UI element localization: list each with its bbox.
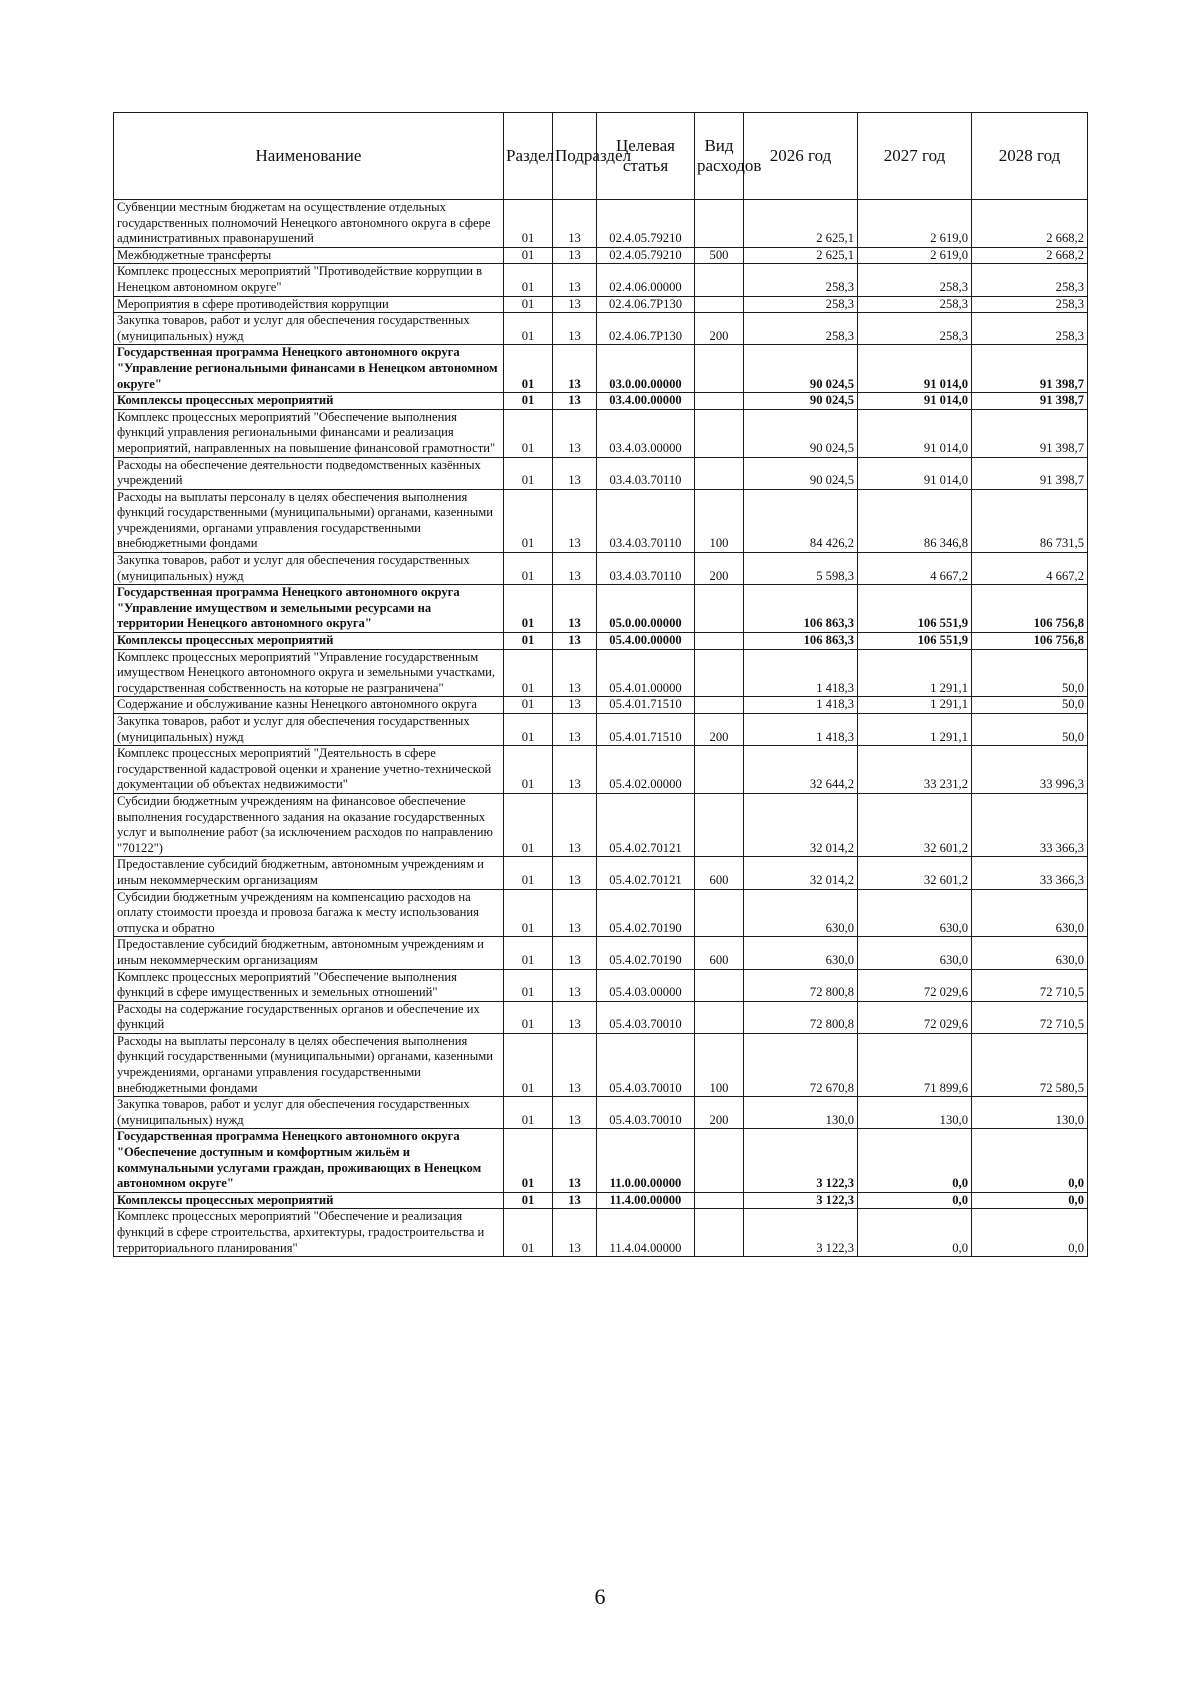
- cell-2027: 258,3: [858, 313, 972, 345]
- cell-target: 05.4.01.00000: [597, 649, 695, 697]
- cell-name: Государственная программа Ненецкого автономного округа "Обеспечение доступным и комфортным жильём и коммунальными услугами граждан, проживающих в Ненецком автономном округе": [114, 1129, 504, 1192]
- cell-section: 01: [504, 393, 553, 410]
- header-target: Целевая статья: [597, 113, 695, 200]
- table-row: [114, 746, 1088, 794]
- table-row: [114, 553, 1088, 585]
- cell-2026: 5 598,3: [744, 553, 858, 585]
- cell-2026: 2 625,1: [744, 247, 858, 264]
- cell-expense-type: 200: [695, 313, 744, 345]
- cell-2028: 91 398,7: [972, 345, 1088, 393]
- table-row: [114, 649, 1088, 697]
- cell-section: 01: [504, 264, 553, 296]
- cell-expense-type: [695, 1129, 744, 1192]
- cell-subsection: 13: [553, 969, 597, 1001]
- table-row: [114, 793, 1088, 856]
- cell-expense-type: [695, 585, 744, 633]
- cell-2027: 1 291,1: [858, 714, 972, 746]
- cell-2026: 72 670,8: [744, 1033, 858, 1096]
- cell-2028: 33 996,3: [972, 746, 1088, 794]
- cell-section: 01: [504, 1033, 553, 1096]
- table-row: [114, 633, 1088, 650]
- cell-2026: 1 418,3: [744, 697, 858, 714]
- table-row: [114, 345, 1088, 393]
- cell-target: 05.4.02.70121: [597, 793, 695, 856]
- cell-section: 01: [504, 489, 553, 552]
- cell-subsection: 13: [553, 200, 597, 248]
- cell-2027: 0,0: [858, 1209, 972, 1257]
- cell-expense-type: [695, 1209, 744, 1257]
- cell-target: 05.4.03.70010: [597, 1033, 695, 1096]
- cell-target: 02.4.06.00000: [597, 264, 695, 296]
- cell-target: 02.4.06.7Р130: [597, 296, 695, 313]
- cell-2026: 32 014,2: [744, 793, 858, 856]
- header-section: Раздел: [504, 113, 553, 200]
- cell-2026: 90 024,5: [744, 345, 858, 393]
- cell-subsection: 13: [553, 937, 597, 969]
- cell-2028: 2 668,2: [972, 200, 1088, 248]
- cell-2026: 3 122,3: [744, 1209, 858, 1257]
- cell-subsection: 13: [553, 1001, 597, 1033]
- cell-expense-type: [695, 345, 744, 393]
- cell-name: Расходы на выплаты персоналу в целях обеспечения выполнения функций государственными (муниципальными) органами, казенными учреждениями, органами управления государственными внебюджетными фондами: [114, 1033, 504, 1096]
- cell-target: 05.4.03.70010: [597, 1097, 695, 1129]
- cell-2028: 0,0: [972, 1192, 1088, 1209]
- cell-2028: 72 710,5: [972, 1001, 1088, 1033]
- cell-target: 03.4.03.70110: [597, 553, 695, 585]
- cell-target: 05.4.02.00000: [597, 746, 695, 794]
- cell-expense-type: [695, 793, 744, 856]
- cell-subsection: 13: [553, 489, 597, 552]
- cell-name: Мероприятия в сфере противодействия коррупции: [114, 296, 504, 313]
- table-row: [114, 714, 1088, 746]
- table-row: [114, 857, 1088, 889]
- cell-section: 01: [504, 247, 553, 264]
- cell-name: Субсидии бюджетным учреждениям на компенсацию расходов на оплату стоимости проезда и провоза багажа к месту использования отпуска и обратно: [114, 889, 504, 937]
- cell-2026: 130,0: [744, 1097, 858, 1129]
- header-expense-type: Вид расходов: [695, 113, 744, 200]
- cell-section: 01: [504, 1209, 553, 1257]
- cell-expense-type: [695, 409, 744, 457]
- cell-expense-type: 600: [695, 857, 744, 889]
- cell-expense-type: [695, 1192, 744, 1209]
- cell-expense-type: 500: [695, 247, 744, 264]
- cell-name: Расходы на выплаты персоналу в целях обеспечения выполнения функций государственными (муниципальными) органами, казенными учреждениями, органами управления государственными внебюджетными фондами: [114, 489, 504, 552]
- cell-2028: 0,0: [972, 1209, 1088, 1257]
- cell-subsection: 13: [553, 313, 597, 345]
- cell-2027: 1 291,1: [858, 649, 972, 697]
- cell-expense-type: [695, 649, 744, 697]
- cell-name: Государственная программа Ненецкого автономного округа "Управление региональными финансами в Ненецком автономном округе": [114, 345, 504, 393]
- cell-target: 03.4.03.70110: [597, 457, 695, 489]
- cell-2028: 130,0: [972, 1097, 1088, 1129]
- cell-target: 03.4.03.70110: [597, 489, 695, 552]
- cell-2026: 1 418,3: [744, 649, 858, 697]
- table-row: [114, 937, 1088, 969]
- table-row: [114, 409, 1088, 457]
- cell-2027: 86 346,8: [858, 489, 972, 552]
- cell-2026: 1 418,3: [744, 714, 858, 746]
- cell-2027: 630,0: [858, 889, 972, 937]
- cell-section: 01: [504, 746, 553, 794]
- cell-name: Комплекс процессных мероприятий "Деятельность в сфере государственной кадастровой оценки и хранение учетно-технической документации об объектах недвижимости": [114, 746, 504, 794]
- cell-subsection: 13: [553, 296, 597, 313]
- cell-subsection: 13: [553, 585, 597, 633]
- cell-section: 01: [504, 714, 553, 746]
- cell-2028: 50,0: [972, 697, 1088, 714]
- cell-expense-type: [695, 393, 744, 410]
- cell-2028: 630,0: [972, 937, 1088, 969]
- cell-2027: 2 619,0: [858, 247, 972, 264]
- cell-target: 02.4.06.7Р130: [597, 313, 695, 345]
- cell-2026: 3 122,3: [744, 1129, 858, 1192]
- table-header: [114, 113, 1088, 200]
- cell-2026: 72 800,8: [744, 969, 858, 1001]
- cell-target: 03.0.00.00000: [597, 345, 695, 393]
- cell-section: 01: [504, 409, 553, 457]
- cell-target: 05.4.02.70190: [597, 889, 695, 937]
- cell-expense-type: [695, 969, 744, 1001]
- budget-table: [113, 112, 1088, 1257]
- table-row: [114, 489, 1088, 552]
- cell-2028: 33 366,3: [972, 793, 1088, 856]
- cell-2027: 91 014,0: [858, 393, 972, 410]
- cell-section: 01: [504, 553, 553, 585]
- cell-section: 01: [504, 1192, 553, 1209]
- cell-2026: 3 122,3: [744, 1192, 858, 1209]
- cell-2027: 106 551,9: [858, 633, 972, 650]
- cell-target: 05.0.00.00000: [597, 585, 695, 633]
- cell-name: Комплексы процессных мероприятий: [114, 393, 504, 410]
- cell-subsection: 13: [553, 857, 597, 889]
- cell-2028: 72 710,5: [972, 969, 1088, 1001]
- cell-subsection: 13: [553, 553, 597, 585]
- header-subsection: Подраздел: [553, 113, 597, 200]
- cell-2027: 32 601,2: [858, 857, 972, 889]
- cell-2027: 106 551,9: [858, 585, 972, 633]
- table-row: [114, 264, 1088, 296]
- table-row: [114, 393, 1088, 410]
- table-row: [114, 585, 1088, 633]
- cell-2027: 630,0: [858, 937, 972, 969]
- cell-2028: 106 756,8: [972, 585, 1088, 633]
- cell-section: 01: [504, 1097, 553, 1129]
- cell-target: 02.4.05.79210: [597, 200, 695, 248]
- cell-name: Закупка товаров, работ и услуг для обеспечения государственных (муниципальных) нужд: [114, 714, 504, 746]
- cell-name: Комплекс процессных мероприятий "Обеспечение выполнения функций управления региональными финансами и реализация мероприятий, направленных на повышение финансовой грамотности": [114, 409, 504, 457]
- cell-name: Закупка товаров, работ и услуг для обеспечения государственных (муниципальных) нужд: [114, 1097, 504, 1129]
- cell-section: 01: [504, 1129, 553, 1192]
- cell-name: Предоставление субсидий бюджетным, автономным учреждениям и иным некоммерческим организациям: [114, 857, 504, 889]
- cell-expense-type: [695, 633, 744, 650]
- cell-subsection: 13: [553, 264, 597, 296]
- cell-2027: 2 619,0: [858, 200, 972, 248]
- cell-section: 01: [504, 1001, 553, 1033]
- cell-subsection: 13: [553, 697, 597, 714]
- cell-2028: 91 398,7: [972, 457, 1088, 489]
- cell-target: 05.4.02.70190: [597, 937, 695, 969]
- cell-2027: 258,3: [858, 296, 972, 313]
- cell-subsection: 13: [553, 633, 597, 650]
- cell-2027: 72 029,6: [858, 969, 972, 1001]
- cell-subsection: 13: [553, 746, 597, 794]
- cell-section: 01: [504, 585, 553, 633]
- header-2026: 2026 год: [744, 113, 858, 200]
- table-row: [114, 296, 1088, 313]
- header-2027: 2027 год: [858, 113, 972, 200]
- table-row: [114, 457, 1088, 489]
- cell-expense-type: 100: [695, 1033, 744, 1096]
- cell-2027: 91 014,0: [858, 345, 972, 393]
- page-number: 6: [594, 1584, 606, 1609]
- cell-name: Комплекс процессных мероприятий "Обеспечение и реализация функций в сфере строительства, архитектуры, градостроительства и территориального планирования": [114, 1209, 504, 1257]
- cell-2028: 50,0: [972, 649, 1088, 697]
- cell-section: 01: [504, 937, 553, 969]
- cell-expense-type: 200: [695, 714, 744, 746]
- table-row: [114, 1033, 1088, 1096]
- table-body: [114, 200, 1088, 1257]
- cell-subsection: 13: [553, 889, 597, 937]
- table-row: [114, 200, 1088, 248]
- cell-2027: 1 291,1: [858, 697, 972, 714]
- cell-2028: 630,0: [972, 889, 1088, 937]
- cell-name: Содержание и обслуживание казны Ненецкого автономного округа: [114, 697, 504, 714]
- cell-expense-type: 200: [695, 1097, 744, 1129]
- cell-2028: 91 398,7: [972, 393, 1088, 410]
- cell-2026: 106 863,3: [744, 585, 858, 633]
- cell-2026: 90 024,5: [744, 409, 858, 457]
- cell-name: Закупка товаров, работ и услуг для обеспечения государственных (муниципальных) нужд: [114, 313, 504, 345]
- cell-subsection: 13: [553, 247, 597, 264]
- cell-2028: 2 668,2: [972, 247, 1088, 264]
- cell-name: Комплекс процессных мероприятий "Обеспечение выполнения функций в сфере имущественных и земельных отношений": [114, 969, 504, 1001]
- cell-2027: 0,0: [858, 1129, 972, 1192]
- cell-target: 03.4.03.00000: [597, 409, 695, 457]
- cell-subsection: 13: [553, 793, 597, 856]
- cell-subsection: 13: [553, 649, 597, 697]
- cell-2028: 258,3: [972, 264, 1088, 296]
- cell-target: 05.4.02.70121: [597, 857, 695, 889]
- cell-section: 01: [504, 200, 553, 248]
- table-row: [114, 247, 1088, 264]
- cell-subsection: 13: [553, 457, 597, 489]
- cell-2027: 71 899,6: [858, 1033, 972, 1096]
- cell-expense-type: [695, 200, 744, 248]
- cell-2028: 72 580,5: [972, 1033, 1088, 1096]
- cell-2028: 106 756,8: [972, 633, 1088, 650]
- cell-subsection: 13: [553, 1033, 597, 1096]
- cell-name: Расходы на обеспечение деятельности подведомственных казённых учреждений: [114, 457, 504, 489]
- cell-section: 01: [504, 857, 553, 889]
- cell-2026: 630,0: [744, 889, 858, 937]
- cell-section: 01: [504, 649, 553, 697]
- cell-2027: 72 029,6: [858, 1001, 972, 1033]
- table-row: [114, 1209, 1088, 1257]
- cell-2028: 4 667,2: [972, 553, 1088, 585]
- cell-2028: 258,3: [972, 296, 1088, 313]
- cell-name: Предоставление субсидий бюджетным, автономным учреждениям и иным некоммерческим организациям: [114, 937, 504, 969]
- cell-name: Комплексы процессных мероприятий: [114, 1192, 504, 1209]
- cell-expense-type: 600: [695, 937, 744, 969]
- table-row: [114, 969, 1088, 1001]
- cell-2028: 33 366,3: [972, 857, 1088, 889]
- cell-2026: 258,3: [744, 313, 858, 345]
- table-row: [114, 1097, 1088, 1129]
- cell-section: 01: [504, 345, 553, 393]
- cell-target: 11.4.04.00000: [597, 1209, 695, 1257]
- cell-name: Государственная программа Ненецкого автономного округа "Управление имуществом и земельными ресурсами на территории Ненецкого автономного округа": [114, 585, 504, 633]
- cell-target: 05.4.03.00000: [597, 969, 695, 1001]
- table-row: [114, 313, 1088, 345]
- cell-2027: 32 601,2: [858, 793, 972, 856]
- cell-subsection: 13: [553, 409, 597, 457]
- cell-2027: 91 014,0: [858, 457, 972, 489]
- cell-2028: 50,0: [972, 714, 1088, 746]
- cell-2027: 33 231,2: [858, 746, 972, 794]
- cell-expense-type: [695, 889, 744, 937]
- cell-2026: 258,3: [744, 296, 858, 313]
- cell-2028: 258,3: [972, 313, 1088, 345]
- cell-target: 05.4.00.00000: [597, 633, 695, 650]
- cell-expense-type: [695, 746, 744, 794]
- cell-2026: 90 024,5: [744, 393, 858, 410]
- cell-section: 01: [504, 889, 553, 937]
- cell-name: Субсидии бюджетным учреждениям на финансовое обеспечение выполнения государственного задания на оказание государственных услуг и выполнение работ (за исключением расходов по направлению "70122"): [114, 793, 504, 856]
- table-row: [114, 1192, 1088, 1209]
- cell-section: 01: [504, 296, 553, 313]
- cell-expense-type: [695, 697, 744, 714]
- cell-2026: 32 644,2: [744, 746, 858, 794]
- cell-2026: 2 625,1: [744, 200, 858, 248]
- cell-target: 05.4.01.71510: [597, 714, 695, 746]
- cell-target: 11.4.00.00000: [597, 1192, 695, 1209]
- cell-expense-type: 100: [695, 489, 744, 552]
- table-row: [114, 1001, 1088, 1033]
- cell-name: Расходы на содержание государственных органов и обеспечение их функций: [114, 1001, 504, 1033]
- cell-expense-type: 200: [695, 553, 744, 585]
- cell-name: Закупка товаров, работ и услуг для обеспечения государственных (муниципальных) нужд: [114, 553, 504, 585]
- cell-section: 01: [504, 457, 553, 489]
- cell-2026: 630,0: [744, 937, 858, 969]
- cell-name: Комплексы процессных мероприятий: [114, 633, 504, 650]
- cell-section: 01: [504, 633, 553, 650]
- cell-name: Субвенции местным бюджетам на осуществление отдельных государственных полномочий Ненецкого автономного округа в сфере административных правонарушений: [114, 200, 504, 248]
- table-row: [114, 1129, 1088, 1192]
- cell-2028: 86 731,5: [972, 489, 1088, 552]
- cell-2026: 258,3: [744, 264, 858, 296]
- cell-subsection: 13: [553, 1129, 597, 1192]
- cell-expense-type: [695, 264, 744, 296]
- cell-2027: 0,0: [858, 1192, 972, 1209]
- cell-target: 05.4.03.70010: [597, 1001, 695, 1033]
- cell-subsection: 13: [553, 345, 597, 393]
- cell-subsection: 13: [553, 1192, 597, 1209]
- cell-2026: 32 014,2: [744, 857, 858, 889]
- cell-section: 01: [504, 793, 553, 856]
- cell-name: Комплекс процессных мероприятий "Управление государственным имуществом Ненецкого автономного округа и земельными участками, государственная собственность на которые не разграничена": [114, 649, 504, 697]
- cell-target: 02.4.05.79210: [597, 247, 695, 264]
- cell-2027: 91 014,0: [858, 409, 972, 457]
- cell-subsection: 13: [553, 714, 597, 746]
- cell-2026: 84 426,2: [744, 489, 858, 552]
- cell-target: 03.4.00.00000: [597, 393, 695, 410]
- cell-expense-type: [695, 296, 744, 313]
- cell-2028: 0,0: [972, 1129, 1088, 1192]
- cell-subsection: 13: [553, 393, 597, 410]
- cell-target: 05.4.01.71510: [597, 697, 695, 714]
- header-2028: 2028 год: [972, 113, 1088, 200]
- cell-2026: 90 024,5: [744, 457, 858, 489]
- cell-name: Межбюджетные трансферты: [114, 247, 504, 264]
- header-name: Наименование: [114, 113, 504, 200]
- cell-section: 01: [504, 697, 553, 714]
- cell-2027: 4 667,2: [858, 553, 972, 585]
- cell-2026: 106 863,3: [744, 633, 858, 650]
- cell-name: Комплекс процессных мероприятий "Противодействие коррупции в Ненецком автономном округе": [114, 264, 504, 296]
- cell-2027: 130,0: [858, 1097, 972, 1129]
- cell-section: 01: [504, 969, 553, 1001]
- cell-subsection: 13: [553, 1209, 597, 1257]
- cell-target: 11.0.00.00000: [597, 1129, 695, 1192]
- cell-expense-type: [695, 1001, 744, 1033]
- table-row: [114, 697, 1088, 714]
- cell-expense-type: [695, 457, 744, 489]
- cell-subsection: 13: [553, 1097, 597, 1129]
- cell-2027: 258,3: [858, 264, 972, 296]
- table-row: [114, 889, 1088, 937]
- cell-2026: 72 800,8: [744, 1001, 858, 1033]
- cell-2028: 91 398,7: [972, 409, 1088, 457]
- cell-section: 01: [504, 313, 553, 345]
